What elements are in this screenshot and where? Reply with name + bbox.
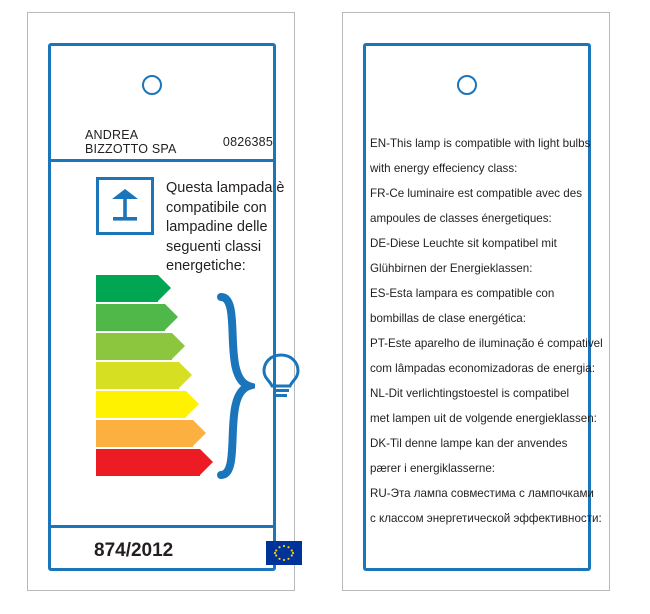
energy-class-label: C — [105, 394, 118, 414]
header-divider — [51, 159, 273, 162]
language-line: EN-This lamp is compatible with light bulbs — [370, 137, 591, 150]
language-line: with energy effeciency class: — [370, 162, 518, 175]
regulation-number: 874/2012 — [94, 540, 174, 561]
eu-flag — [266, 541, 302, 565]
language-line: FR-Ce luminaire est compatible avec des — [370, 187, 582, 200]
language-line: DK-Til denne lampe kan der anvendes — [370, 437, 568, 450]
energy-class-label: E — [105, 452, 117, 472]
language-line: RU-Эта лампа совместима с лампочками — [370, 487, 594, 500]
language-line: bombillas de clase energética: — [370, 312, 526, 325]
punch-hole-icon — [457, 75, 477, 95]
energy-class-label: B — [105, 365, 118, 385]
right-language-tag — [342, 12, 610, 591]
energy-class-label: A — [105, 336, 118, 356]
language-line: com lâmpadas economizadoras de energia: — [370, 362, 595, 375]
energy-class-label: A — [105, 307, 118, 327]
energy-class-row: A ++ — [96, 275, 158, 302]
language-line: DE-Diese Leuchte sit kompatibel mit — [370, 237, 557, 250]
language-line: ampoules de classes énergetiques: — [370, 212, 552, 225]
energy-class-scale — [96, 275, 206, 478]
energy-class-row — [96, 333, 172, 360]
left-energy-tag — [27, 12, 295, 591]
footer-divider — [51, 525, 273, 528]
language-line: met lampen uit de volgende energieklassen: — [370, 412, 597, 425]
language-line: Glühbirnen der Energieklassen: — [370, 262, 533, 275]
brace-icon — [213, 291, 255, 481]
energy-class-row — [96, 420, 193, 447]
company-name: ANDREA BIZZOTTO SPA — [85, 128, 177, 156]
energy-class-row — [96, 391, 186, 418]
language-line: ES-Esta lampara es compatible con — [370, 287, 555, 300]
language-line: pærer i energiklasserne: — [370, 462, 496, 475]
energy-class-label: A — [105, 278, 118, 298]
product-code: 0826385 — [222, 135, 273, 149]
table-lamp-icon — [96, 177, 154, 235]
language-line: PT-Este aparelho de iluminação é compativel — [370, 337, 603, 350]
punch-hole-icon — [142, 75, 162, 95]
multilingual-text — [370, 131, 603, 531]
energy-class-row: A + — [96, 304, 165, 331]
energy-class-label: D — [105, 423, 118, 443]
language-line: NL-Dit verlichtingstoestel is compatibel — [370, 387, 570, 400]
energy-class-row — [96, 449, 200, 476]
energy-class-row — [96, 362, 179, 389]
left-tag-header — [51, 125, 273, 159]
light-bulb-icon — [260, 351, 302, 401]
compatibility-caption: Questa lampada è compatibile con lampadine delle seguenti classi energetiche: — [166, 180, 285, 274]
language-line: с классом энергетической эффективности: — [370, 512, 602, 525]
